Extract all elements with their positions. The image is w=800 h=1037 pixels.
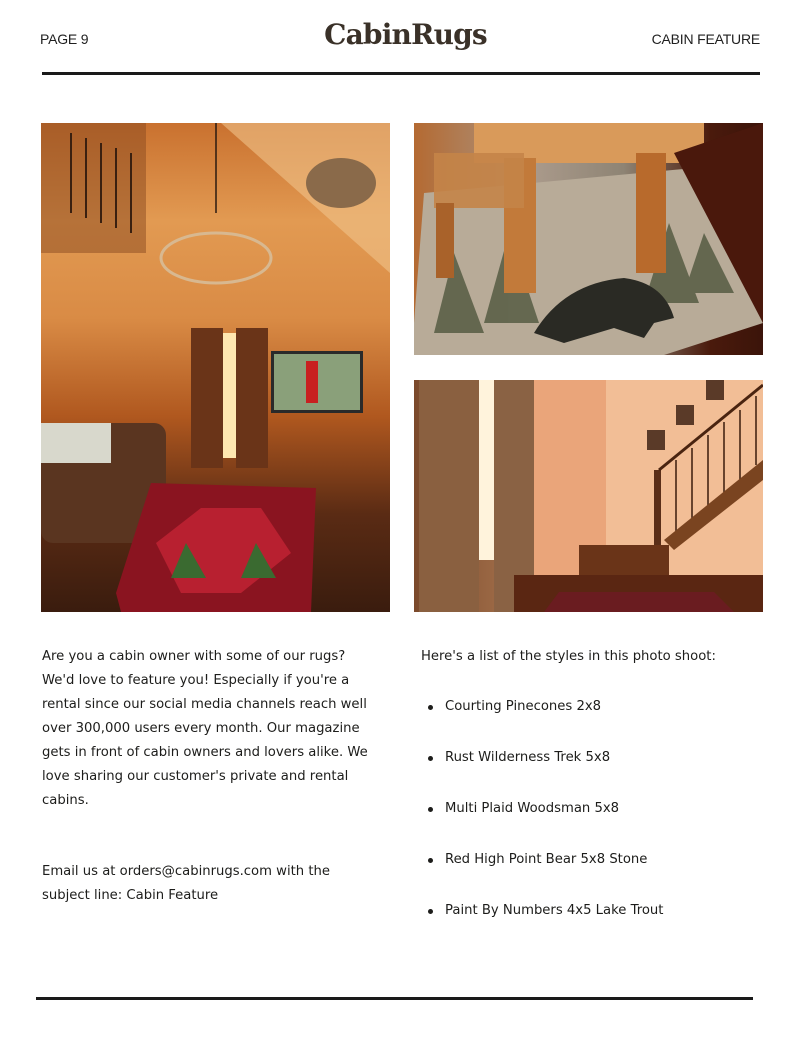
email-instructions-text: Email us at orders@cabinrugs.com with the subject line: Cabin Feature [42, 864, 330, 903]
style-name: Courting Pinecones 2x8 [445, 699, 602, 714]
style-name: Rust Wilderness Trek 5x8 [445, 750, 611, 765]
feature-invitation-text: Are you a cabin owner with some of our rugs? We'd love to feature you! Especially if you're a rental since our social media channels reach well over 300,000 users every month. Our magazine gets in front of cabin owners and lovers alike. We love sharing our customer's private and rental cabins. [42, 649, 368, 808]
list-item [427, 695, 663, 746]
bullet-icon [428, 705, 433, 710]
dining-table-illustration [414, 123, 763, 355]
style-name: Multi Plaid Woodsman 5x8 [445, 801, 620, 816]
bullet-icon [428, 807, 433, 812]
staircase-photo [414, 380, 763, 612]
living-room-photo [41, 123, 390, 612]
list-item [427, 899, 663, 950]
section-label: CABIN FEATURE [651, 31, 760, 47]
bullet-icon [428, 756, 433, 761]
style-name: Red High Point Bear 5x8 Stone [445, 852, 648, 867]
styles-list [427, 695, 663, 950]
list-item [427, 797, 663, 848]
header-divider [42, 72, 760, 75]
bullet-icon [428, 909, 433, 914]
living-room-illustration [41, 123, 390, 612]
list-item [427, 848, 663, 899]
styles-list-intro: Here's a list of the styles in this photo shoot: [421, 649, 716, 664]
style-name: Paint By Numbers 4x5 Lake Trout [445, 903, 664, 918]
bullet-icon [428, 858, 433, 863]
list-item [427, 746, 663, 797]
footer-divider [36, 997, 753, 1000]
dining-table-photo [414, 123, 763, 355]
staircase-illustration [414, 380, 763, 612]
brand-logo: CabinRugs [324, 18, 487, 51]
page-number: PAGE 9 [40, 31, 89, 47]
